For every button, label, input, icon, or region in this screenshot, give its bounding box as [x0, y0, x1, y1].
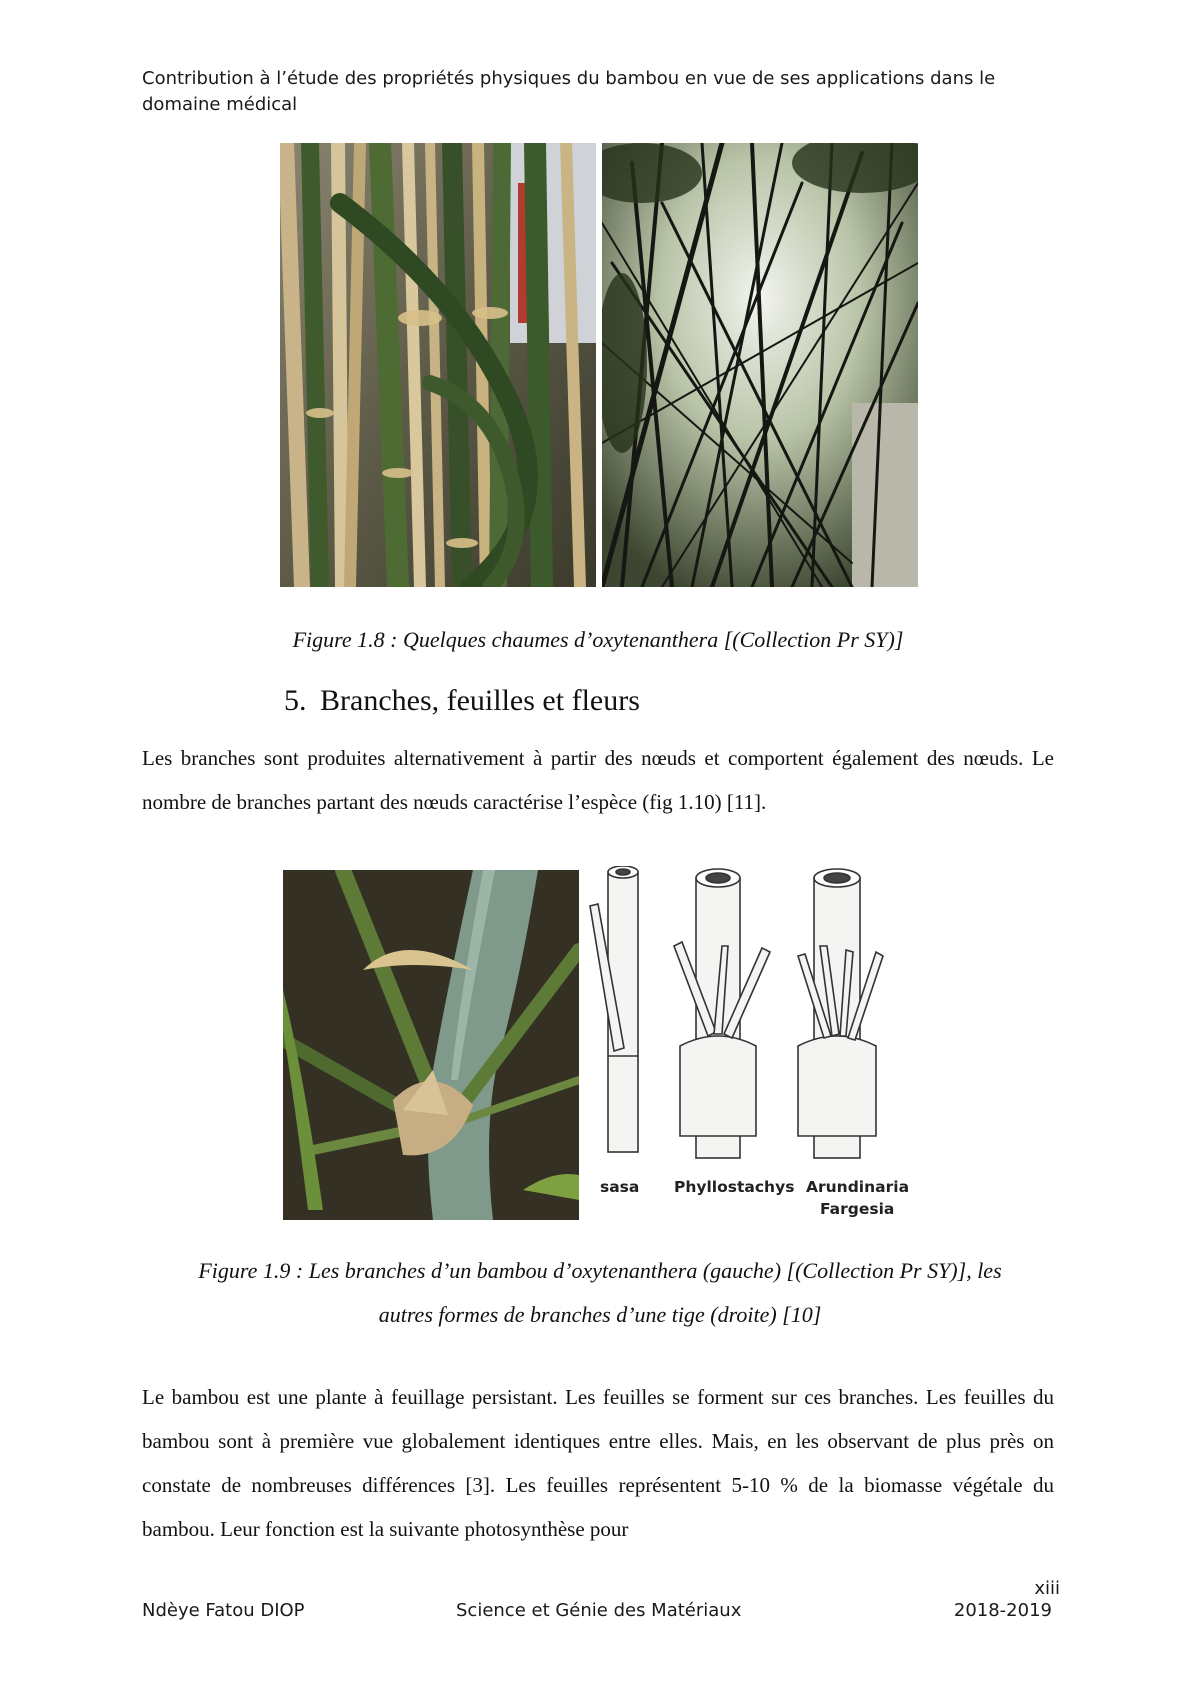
figure-1-9-caption-line-2: autres formes de branches d’une tige (droite) [10] [378, 1302, 822, 1327]
figure-1-8-caption: Figure 1.8 : Quelques chaumes d’oxytenanthera [(Collection Pr SY)] [292, 627, 904, 652]
section-number: 5. [284, 684, 307, 717]
footer-year: 2018-2019 [953, 1600, 1052, 1621]
bamboo-culms-illustration [280, 143, 596, 587]
page-number: xiii [1034, 1578, 1060, 1599]
paragraph-1: Les branches sont produites alternativement à partir des nœuds et comportent également des nœuds. Le nombre de branches partant des nœuds caractérise l’espèce (fig 1.10) [11]. [142, 746, 1054, 814]
figure-1-9-caption-line-1: Figure 1.9 : Les branches d’un bambou d’oxytenanthera (gauche) [(Collection Pr SY)], les [198, 1258, 1002, 1283]
photo-bamboo-branches [283, 870, 579, 1220]
branch-forms-sketch [584, 866, 920, 1220]
label-arundinaria: Arundinaria [806, 1178, 910, 1196]
footer-program: Science et Génie des Matériaux [456, 1600, 742, 1621]
paragraph-2: Le bambou est une plante à feuillage persistant. Les feuilles se forment sur ces branches. Les feuilles du bambou sont à première vue globalement identiques entre elles. Mais, en les observant de plus près on constate de nombreuses différences [3]. Les feuilles représentent 5-10 % de la biomasse végétale du bambou. Leur fonction est la suivante photosynthèse pour [142, 1385, 1054, 1541]
branch-forms-diagram [584, 866, 920, 1220]
photo-bamboo-canopy [602, 143, 918, 587]
photo-bamboo-culms [280, 143, 596, 587]
bamboo-branches-illustration [283, 870, 579, 1220]
bamboo-canopy-illustration [602, 143, 918, 587]
label-fargesia: Fargesia [820, 1200, 895, 1218]
label-phyllostachys: Phyllostachys [674, 1178, 795, 1196]
label-sasa: sasa [600, 1178, 640, 1196]
section-title: Branches, feuilles et fleurs [320, 684, 640, 717]
footer-author: Ndèye Fatou DIOP [142, 1600, 305, 1621]
section-heading [284, 684, 640, 718]
running-header: Contribution à l’étude des propriétés physiques du bambou en vue de ses applications dans le domaine médical [142, 68, 996, 115]
